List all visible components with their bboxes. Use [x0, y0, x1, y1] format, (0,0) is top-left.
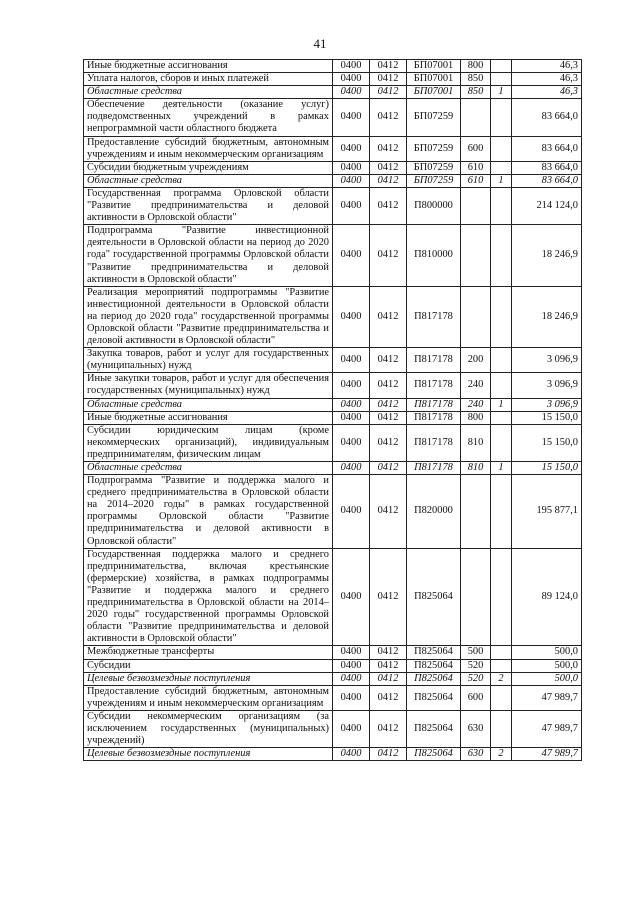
expense-type-code: 500 — [461, 646, 491, 659]
item-name: Областные средства — [84, 174, 333, 187]
section-code: 0400 — [333, 286, 370, 347]
section-code: 0400 — [333, 646, 370, 659]
target-article-code: П817178 — [407, 373, 461, 398]
expense-type-code — [461, 548, 491, 646]
section-code: 0400 — [333, 548, 370, 646]
table-row — [84, 548, 582, 646]
amount: 15 150,0 — [512, 411, 582, 424]
table-row — [84, 748, 582, 761]
target-article-code: БП07259 — [407, 136, 461, 161]
target-article-code: БП07001 — [407, 86, 461, 99]
table-row — [84, 462, 582, 475]
table-row — [84, 136, 582, 161]
funding-source-code — [491, 373, 512, 398]
expense-type-code: 600 — [461, 136, 491, 161]
target-article-code: П817178 — [407, 424, 461, 461]
amount: 15 150,0 — [512, 424, 582, 461]
subsection-code: 0412 — [370, 99, 407, 136]
expense-type-code: 200 — [461, 348, 491, 373]
expense-type-code — [461, 475, 491, 549]
amount: 18 246,9 — [512, 286, 582, 347]
funding-source-code: 1 — [491, 86, 512, 99]
table-row — [84, 424, 582, 461]
table-row — [84, 99, 582, 136]
subsection-code: 0412 — [370, 348, 407, 373]
section-code: 0400 — [333, 187, 370, 224]
item-name: Обеспечение деятельности (оказание услуг) подведомственных учреждений в рамках непрограммной части областного бюджета — [84, 99, 333, 136]
subsection-code: 0412 — [370, 136, 407, 161]
subsection-code: 0412 — [370, 373, 407, 398]
expense-type-code: 800 — [461, 60, 491, 73]
target-article-code: П825064 — [407, 646, 461, 659]
item-name: Иные бюджетные ассигнования — [84, 411, 333, 424]
target-article-code: П825064 — [407, 710, 461, 747]
target-article-code: П825064 — [407, 685, 461, 710]
target-article-code: П825064 — [407, 548, 461, 646]
subsection-code: 0412 — [370, 659, 407, 672]
funding-source-code — [491, 710, 512, 747]
table-row — [84, 672, 582, 685]
expense-type-code — [461, 99, 491, 136]
item-name: Иные бюджетные ассигнования — [84, 60, 333, 73]
target-article-code: П810000 — [407, 225, 461, 286]
amount: 46,3 — [512, 73, 582, 86]
section-code: 0400 — [333, 424, 370, 461]
table-row — [84, 411, 582, 424]
item-name: Государственная программа Орловской области "Развитие предпринимательства и деловой активности в Орловской области" — [84, 187, 333, 224]
section-code: 0400 — [333, 748, 370, 761]
amount: 3 096,9 — [512, 398, 582, 411]
amount: 83 664,0 — [512, 99, 582, 136]
funding-source-code — [491, 286, 512, 347]
item-name: Субсидии юридическим лицам (кроме некоммерческих организаций), индивидуальным предпринимателям, физическим лицам — [84, 424, 333, 461]
funding-source-code — [491, 646, 512, 659]
item-name: Целевые безвозмездные поступления — [84, 748, 333, 761]
expense-type-code: 610 — [461, 174, 491, 187]
section-code: 0400 — [333, 373, 370, 398]
subsection-code: 0412 — [370, 411, 407, 424]
section-code: 0400 — [333, 174, 370, 187]
target-article-code: БП07259 — [407, 99, 461, 136]
subsection-code: 0412 — [370, 398, 407, 411]
section-code: 0400 — [333, 672, 370, 685]
item-name: Областные средства — [84, 462, 333, 475]
section-code: 0400 — [333, 411, 370, 424]
subsection-code: 0412 — [370, 161, 407, 174]
expense-type-code: 630 — [461, 748, 491, 761]
funding-source-code — [491, 187, 512, 224]
subsection-code: 0412 — [370, 672, 407, 685]
target-article-code: БП07259 — [407, 161, 461, 174]
item-name: Субсидии бюджетным учреждениям — [84, 161, 333, 174]
item-name: Подпрограмма "Развитие и поддержка малого и среднего предпринимательства в Орловской области на 2014–2020 годы" в рамках государственной программы Орловской области "Развитие предпринимательства и деловой активности в Орловской области" — [84, 475, 333, 549]
amount: 500,0 — [512, 659, 582, 672]
funding-source-code — [491, 60, 512, 73]
section-code: 0400 — [333, 475, 370, 549]
section-code: 0400 — [333, 710, 370, 747]
expense-type-code: 800 — [461, 411, 491, 424]
table-row — [84, 373, 582, 398]
subsection-code: 0412 — [370, 225, 407, 286]
amount: 47 989,7 — [512, 710, 582, 747]
expense-type-code: 810 — [461, 424, 491, 461]
section-code: 0400 — [333, 659, 370, 672]
target-article-code: П825064 — [407, 672, 461, 685]
target-article-code: П817178 — [407, 286, 461, 347]
expense-type-code: 850 — [461, 73, 491, 86]
funding-source-code — [491, 475, 512, 549]
amount: 89 124,0 — [512, 548, 582, 646]
section-code: 0400 — [333, 348, 370, 373]
amount: 46,3 — [512, 60, 582, 73]
subsection-code: 0412 — [370, 462, 407, 475]
item-name: Субсидии — [84, 659, 333, 672]
item-name: Областные средства — [84, 86, 333, 99]
target-article-code: П817178 — [407, 348, 461, 373]
expense-type-code — [461, 225, 491, 286]
section-code: 0400 — [333, 60, 370, 73]
table-row — [84, 73, 582, 86]
amount: 47 989,7 — [512, 685, 582, 710]
table-row — [84, 225, 582, 286]
subsection-code: 0412 — [370, 187, 407, 224]
subsection-code: 0412 — [370, 286, 407, 347]
subsection-code: 0412 — [370, 685, 407, 710]
funding-source-code — [491, 685, 512, 710]
item-name: Областные средства — [84, 398, 333, 411]
amount: 83 664,0 — [512, 136, 582, 161]
subsection-code: 0412 — [370, 548, 407, 646]
item-name: Межбюджетные трансферты — [84, 646, 333, 659]
subsection-code: 0412 — [370, 748, 407, 761]
target-article-code: П825064 — [407, 748, 461, 761]
table-row — [84, 475, 582, 549]
table-row — [84, 174, 582, 187]
table-row — [84, 286, 582, 347]
funding-source-code — [491, 136, 512, 161]
subsection-code: 0412 — [370, 710, 407, 747]
table-row — [84, 161, 582, 174]
item-name: Предоставление субсидий бюджетным, автономным учреждениям и иным некоммерческим организациям — [84, 136, 333, 161]
item-name: Подпрограмма "Развитие инвестиционной деятельности в Орловской области на период до 2020 года" государственной программы Орловской области "Развитие предпринимательства и деловой активности в Орловской области" — [84, 225, 333, 286]
subsection-code: 0412 — [370, 73, 407, 86]
funding-source-code: 1 — [491, 462, 512, 475]
section-code: 0400 — [333, 225, 370, 286]
page-number: 41 — [313, 36, 327, 51]
section-code: 0400 — [333, 685, 370, 710]
table-row — [84, 646, 582, 659]
amount: 47 989,7 — [512, 748, 582, 761]
item-name: Закупка товаров, работ и услуг для государственных (муниципальных) нужд — [84, 348, 333, 373]
expense-type-code: 520 — [461, 659, 491, 672]
table-row — [84, 348, 582, 373]
expense-type-code: 240 — [461, 373, 491, 398]
budget-table — [83, 59, 582, 761]
amount: 46,3 — [512, 86, 582, 99]
section-code: 0400 — [333, 73, 370, 86]
section-code: 0400 — [333, 99, 370, 136]
funding-source-code — [491, 225, 512, 286]
expense-type-code — [461, 187, 491, 224]
section-code: 0400 — [333, 136, 370, 161]
funding-source-code: 1 — [491, 174, 512, 187]
item-name: Реализация мероприятий подпрограммы "Развитие инвестиционной деятельности в Орловской области на период до 2020 года" государственной программы Орловской области "Развитие предпринимательства и деловой активности в Орловской области" — [84, 286, 333, 347]
target-article-code: П825064 — [407, 659, 461, 672]
subsection-code: 0412 — [370, 475, 407, 549]
amount: 3 096,9 — [512, 373, 582, 398]
target-article-code: БП07001 — [407, 60, 461, 73]
table-row — [84, 398, 582, 411]
target-article-code: П820000 — [407, 475, 461, 549]
item-name: Предоставление субсидий бюджетным, автономным учреждениям и иным некоммерческим организациям — [84, 685, 333, 710]
funding-source-code — [491, 73, 512, 86]
amount: 500,0 — [512, 672, 582, 685]
expense-type-code: 610 — [461, 161, 491, 174]
expense-type-code: 850 — [461, 86, 491, 99]
item-name: Уплата налогов, сборов и иных платежей — [84, 73, 333, 86]
funding-source-code — [491, 161, 512, 174]
item-name: Целевые безвозмездные поступления — [84, 672, 333, 685]
section-code: 0400 — [333, 398, 370, 411]
funding-source-code — [491, 99, 512, 136]
target-article-code: П817178 — [407, 462, 461, 475]
section-code: 0400 — [333, 161, 370, 174]
amount: 15 150,0 — [512, 462, 582, 475]
table-row — [84, 187, 582, 224]
table-row — [84, 86, 582, 99]
subsection-code: 0412 — [370, 60, 407, 73]
item-name: Субсидии некоммерческим организациям (за исключением государственных (муниципальных) учреждений) — [84, 710, 333, 747]
table-row — [84, 659, 582, 672]
section-code: 0400 — [333, 86, 370, 99]
target-article-code: П817178 — [407, 398, 461, 411]
funding-source-code — [491, 548, 512, 646]
expense-type-code: 630 — [461, 710, 491, 747]
amount: 83 664,0 — [512, 161, 582, 174]
subsection-code: 0412 — [370, 424, 407, 461]
target-article-code: П817178 — [407, 411, 461, 424]
table-body — [84, 60, 582, 761]
funding-source-code — [491, 659, 512, 672]
target-article-code: БП07259 — [407, 174, 461, 187]
funding-source-code — [491, 424, 512, 461]
amount: 83 664,0 — [512, 174, 582, 187]
amount: 500,0 — [512, 646, 582, 659]
funding-source-code — [491, 348, 512, 373]
target-article-code: БП07001 — [407, 73, 461, 86]
table-row — [84, 60, 582, 73]
expense-type-code: 600 — [461, 685, 491, 710]
table-row — [84, 685, 582, 710]
amount: 195 877,1 — [512, 475, 582, 549]
amount: 18 246,9 — [512, 225, 582, 286]
funding-source-code: 2 — [491, 748, 512, 761]
expense-type-code: 240 — [461, 398, 491, 411]
expense-type-code: 810 — [461, 462, 491, 475]
section-code: 0400 — [333, 462, 370, 475]
expense-type-code — [461, 286, 491, 347]
item-name: Иные закупки товаров, работ и услуг для обеспечения государственных (муниципальных) нужд — [84, 373, 333, 398]
item-name: Государственная поддержка малого и среднего предпринимательства, включая крестьянские (фермерские) хозяйства, в рамках подпрограммы "Развитие и поддержка малого и среднего предпринимательства в Орловской области на 2014–2020 годы" государственной программы Орловской области "Развитие предпринимательства и деловой активности в Орловской области" — [84, 548, 333, 646]
table-row — [84, 710, 582, 747]
expense-type-code: 520 — [461, 672, 491, 685]
subsection-code: 0412 — [370, 86, 407, 99]
funding-source-code — [491, 411, 512, 424]
funding-source-code: 1 — [491, 398, 512, 411]
target-article-code: П800000 — [407, 187, 461, 224]
subsection-code: 0412 — [370, 174, 407, 187]
amount: 3 096,9 — [512, 348, 582, 373]
subsection-code: 0412 — [370, 646, 407, 659]
funding-source-code: 2 — [491, 672, 512, 685]
amount: 214 124,0 — [512, 187, 582, 224]
